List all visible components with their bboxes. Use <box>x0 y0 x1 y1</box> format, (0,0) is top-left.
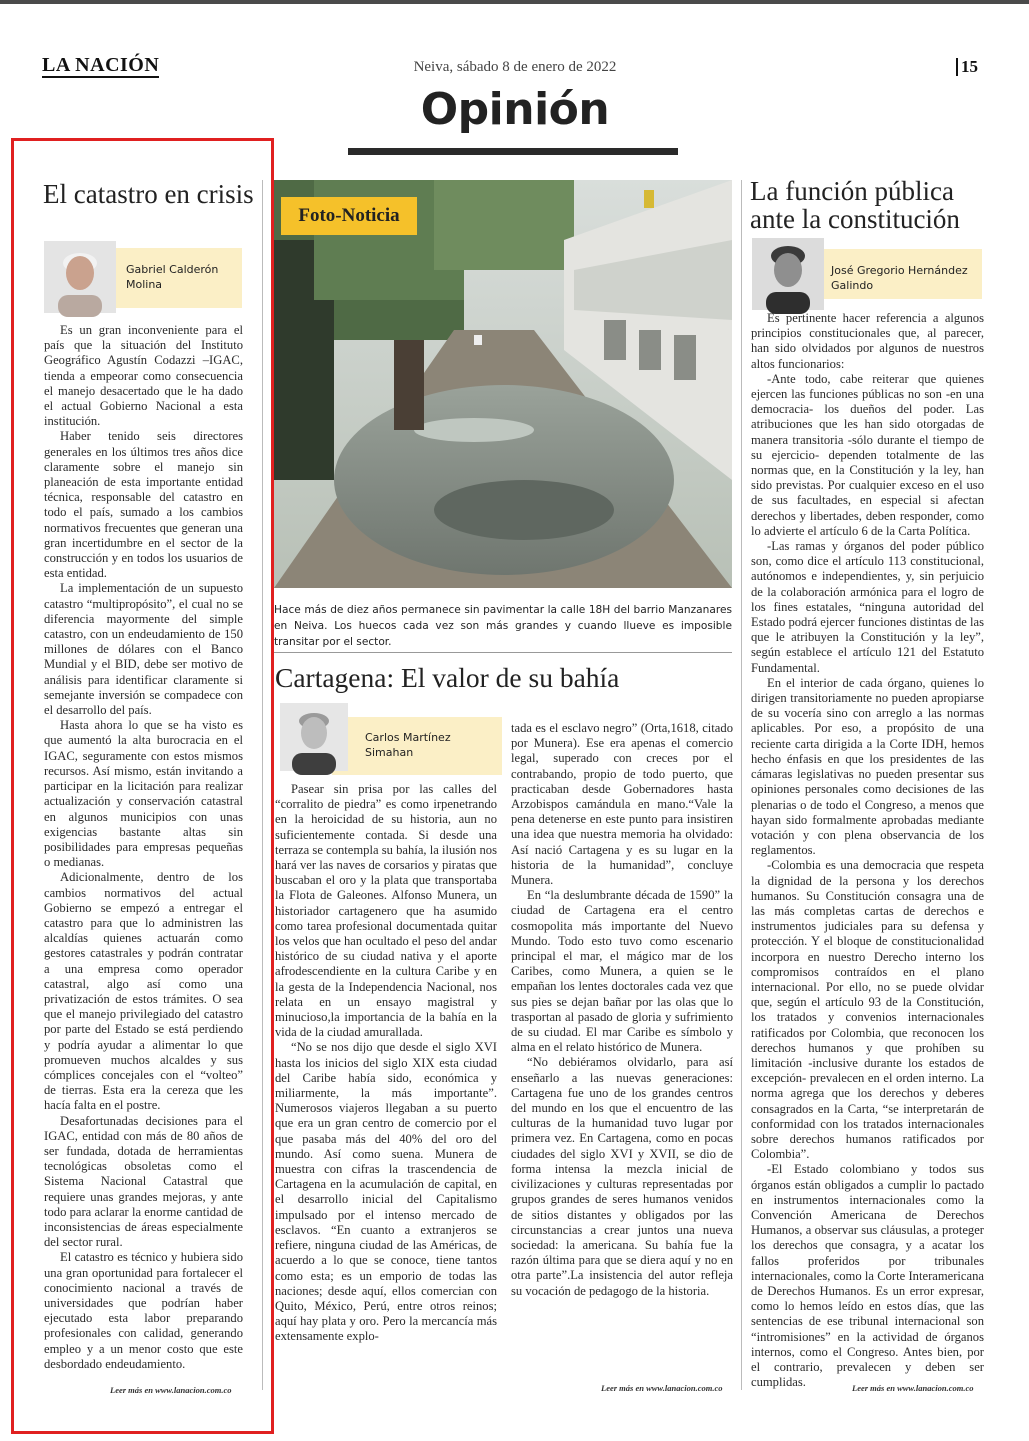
paragraph: Es pertinente hacer referencia a algunos principios constitucionales que, al parecer, han sido olvidados por algunos de nuestros altos funcionarios: <box>751 311 984 371</box>
left-author-avatar <box>44 241 116 313</box>
person-photo-icon <box>752 238 824 310</box>
paragraph: -Las ramas y órganos del poder público son, como dice el artículo 113 constitucional, autónomos e independientes, y, sin perjuicio de la colaboración armónica para el logro de los fines estatales, “ninguna autoridad del Estado podrá ejercer funciones distintas de las que le atribuyen la Constitución y la ley”, según establece el artículo 121 del Estatuto Fundamental. <box>751 539 984 675</box>
paragraph: Hasta ahora lo que se ha visto es que aumentó la alta burocracia en el IGAC, seguramente con estos mismos recursos. Así mismo, están invitando a participar en la licitación para realizar actualización y conservación catastral en algunos municipios con unas exigencias bastante altas sin posibilidades para empresas pequeñas o medianas. <box>44 718 243 870</box>
center-read-more-link[interactable]: Leer más en www.lanacion.com.co <box>601 1383 723 1393</box>
paragraph: “No debiéramos olvidarlo, para así enseñarlo a las nuevas generaciones: Cartagena fue uno de los grandes centros del mundo en los que el encuentro de las culturas de la humanidad tuvo lugar por primera vez. En Cartagena, como en pocas ciudades del siglo XVI y XVII, se dio de forma intensa la mezcla inicial de civilizaciones y culturas representadas por grupos grandes de seres humanos venidos de sitios distantes y obligados por las circunstancias a crear juntos una nueva sociedad: la americana. Su bahía fue la razón última para que se diera aquí y no en otra parte”.La insistencia del autor refleja su vocación de pedagogo de la historia. <box>511 1055 733 1298</box>
center-article-column-2 <box>511 721 733 1366</box>
left-author-name: Gabriel Calderón Molina <box>126 263 219 291</box>
section-rule <box>348 148 678 155</box>
dateline: Neiva, sábado 8 de enero de 2022 <box>413 59 617 75</box>
person-photo-icon <box>280 703 348 771</box>
photo-news-tag: Foto-Noticia <box>281 197 417 235</box>
right-author-avatar <box>752 238 824 310</box>
left-article-title: El catastro en crisis <box>43 179 254 209</box>
page-number: 15 <box>956 58 978 76</box>
top-border <box>0 0 1029 4</box>
left-article-body <box>44 323 243 1379</box>
paragraph: El catastro es técnico y hubiera sido una gran oportunidad para fortalecer el conocimiento nacional a través de universidades que podrían haber ejecutado esta labor preparando profesionales con calidad, generando empleo y a un menor costo que este desbordado endeudamiento. <box>44 1250 243 1371</box>
section-title: Opinión <box>420 84 610 135</box>
paragraph: -Colombia es una democracia que respeta la dignidad de la persona y los derechos humanos. Su Constitución consagra una de las más completas cartas de derechos e instrumentos judiciales para su defensa y protección. Y el bloque de constitucionalidad incorpora en nuestro Derecho interno los compromisos contraídos en el plano internacional. Por ello, no se puede olvidar que, según el artículo 93 de la Constitución, los tratados y convenios internacionales ratificados por Colombia, que reconocen los derechos humanos y que prohíben su limitación -inclusive durante los estados de excepción- prevalecen en el orden interno. La norma agrega que los derechos y deberes consagrados en la Carta, “se interpretarán de conformidad con los tratados internacionales sobre derechos humanos ratificados por Colombia”. <box>751 858 984 1162</box>
column-divider <box>262 180 263 1390</box>
paragraph: Haber tenido seis directores generales en los últimos tres años dice claramente sobre el manejo sin planeación de esta importante entidad técnica, responsable del catastro en todo el país, sumado a los cambios normativos frecuentes que generan una gran incertidumbre en el sector de la construcción y en todos los usuarios de esta entidad. <box>44 429 243 581</box>
flooded-street-photo-icon <box>274 180 732 588</box>
paragraph: “No se nos dijo que desde el siglo XVI hasta los inicios del siglo XIX esta ciudad del Caribe había sido, económica y miliarmente, la más importante”. Numerosos viajeros llegaban a su puerto que era un gran centro de comercio por el que pasaba más del 40% del oro del mundo. Así como suena. Munera de muestra con cifras la trascendencia de Cartagena en la acumulación de capital, en el desarrollo inicial del Capitalismo impulsado por el intenso mercado de esclavos. “En cuanto a extranjeros se refiere, ninguna ciudad de las Américas, de acuerdo a lo que se conoce, tiene tantos como esta; es un emporio de todas las naciones; desde aquí, ellos comercian con Quito, México, Perú, entre otros reinos; aquí hay plata y oro. Pero la mercancía más extensamente explo- <box>275 1040 497 1344</box>
newspaper-logo: LA NACIÓN <box>42 54 160 76</box>
person-photo-icon <box>44 241 116 313</box>
right-read-more-link[interactable]: Leer más en www.lanacion.com.co <box>852 1383 974 1393</box>
center-article-column-1 <box>275 782 497 1394</box>
right-article-title: La función pública ante la constitución <box>750 176 960 235</box>
paragraph: Es un gran inconveniente para el país que la situación del Instituto Geográfico Agustín Codazzi –IGAC, tienda a empeorar como consecuencia el manejo desacertado que le ha dado el actual Gobierno Nacional a esta institución. <box>44 323 243 429</box>
paragraph: -Ante todo, cabe reiterar que quienes ejercen las funciones públicas no son -en una democracia- los dueños del poder. Las atribuciones que les han sido otorgadas de manera transitoria -sólo durante el tiempo de su ejercicio- dependen totalmente de las normas que, en la Constitución y la ley, han sido previstas. Por cualquier exceso en el uso de sus facultades, en especial si afectan derechos y libertades, deben responder, como lo advierte el artículo 6 de la Carta Política. <box>751 371 984 538</box>
caption-rule <box>274 652 732 653</box>
paragraph: En el interior de cada órgano, quienes lo dirigen transitoriamente no pueden apropiarse de su vocería sino con arreglo a las normas aplicables. Por eso, a propósito de una reciente carta dirigida a la Corte IDH, hemos hecho énfasis en que los presidentes de las cámaras legislativas no pueden presentar sus opiniones personales como decisiones de las plenarias o de todo el Congreso, a menos que hayan sido formalmente aprobadas mediante votación y con plena observancia de los reglamentos. <box>751 675 984 858</box>
paragraph: Adicionalmente, dentro de los cambios normativos del actual Gobierno se empezó a entregar el catastro para que lo administren las alcaldías quienes actuarán como gestores catastrales y podrán contratar a una empresa como operador catastral, algo así como una privatización de estos trámites. O sea que el manejo privilegiado del catastro por parte del Estado se está perdiendo y podría ayudar a alimentar lo que promueven muchos alcaldes y sus cómplices concejales con el “volteo” de tierras. Esta era la cereza que les hacía falta en el postre. <box>44 870 243 1113</box>
paragraph: -El Estado colombiano y todos sus órganos están obligados a cumplir lo pactado en instrumentos internacionales como la Convención Americana de Derechos Humanos, a observar sus cláusulas, a proteger los derechos que consagra, y a acatar los fallos proferidos por tribunales internacionales, como la Corte Interamericana de Derechos Humanos. Es un error expresar, como lo hemos leído en estos días, que las sentencias de ese tribunal internacional son “intromisiones” en la actividad de órganos internos, como el Congreso. Antes bien, por el contrario, prevalecen y deben ser cumplidas. <box>751 1162 984 1390</box>
center-article-title: Cartagena: El valor de su bahía <box>275 662 620 693</box>
photo-caption: Hace más de diez años permanece sin pavimentar la calle 18H del barrio Manzanares en Neiva. Los huecos cada vez son más grandes y cuando llueve es imposible transitar por el sector. <box>274 604 732 648</box>
column-divider <box>741 180 742 1390</box>
paragraph: En “la deslumbrante década de 1590” la ciudad de Cartagena era el centro cosmopolita más importante del Nuevo Mundo. Todo esto tuvo como escenario principal el mar, el mágico mar de los Caribes, como Munera, a quien se le empañan los lentes doctorales cada vez que sus pies se dejan bañar por las olas que lo trasportan al pasado de gloria y sufrimiento de su ciudad. El mar Caribe es símbolo y alma en el relato histórico de Munera. <box>511 888 733 1055</box>
paragraph: tada es el esclavo negro” (Orta,1618, citado por Munera). Ese era apenas el comercio legal, superado con creces por el contrabando, propio de todo puerto, que practicaban desde Gobernadores hasta Arzobispos camándula en mano.“Vale la pena detenerse en este punto para insistiren una idea que nuestra memoria ha olvidado: Así nació Cartagena y es su lugar en la historia de la humanidad”, concluye Munera. <box>511 721 733 888</box>
paragraph: Desafortunadas decisiones para el IGAC, entidad con más de 80 años de ser fundada, dotada de herramientas tecnológicas obsoletas como el Sistema Nacional Catastral que requiere unas grandes mejoras, y ante todo para aclarar la enorme cantidad de inconsistencias de áreas especialmente del sector rural. <box>44 1113 243 1250</box>
paragraph: La implementación de un supuesto catastro “multipropósito”, el cual no se diferencia mayormente del simple catastro, con un endeudamiento de 150 millones de dólares con el Banco Mundial y el BID, debe ser motivo de análisis para identificar claramente si semejante inversión se compadece con el desarrollo del país. <box>44 581 243 718</box>
center-author-name: Carlos Martínez Simahan <box>365 731 451 759</box>
street-photo <box>274 180 732 588</box>
right-author-name: José Gregorio Hernández Galindo <box>831 264 968 292</box>
paragraph: Pasear sin prisa por las calles del “corralito de piedra” es como irpenetrando en la heroicidad de su historia, aun no suficientemente contada. Si desde una terraza se contempla su bahía, la ilusión nos hará ver las naves de corsarios y piratas que buscaban el oro y la plata que transportaba la Flota de Galeones. Alfonso Munera, un historiador cartagenero que ha asumido como tarea profesional documentada quitar los velos que han ocultado el peso del andar histórico de su ciudad nativa y el aporte afrodescendiente en la cultura Caribe y en la gesta de la Independencia Nacional, nos relata en un ensayo magistral y minucioso,la importancia de la bahía en la vida de la ciudad amurallada. <box>275 782 497 1040</box>
left-read-more-link[interactable]: Leer más en www.lanacion.com.co <box>110 1385 232 1395</box>
center-author-avatar <box>280 703 348 771</box>
